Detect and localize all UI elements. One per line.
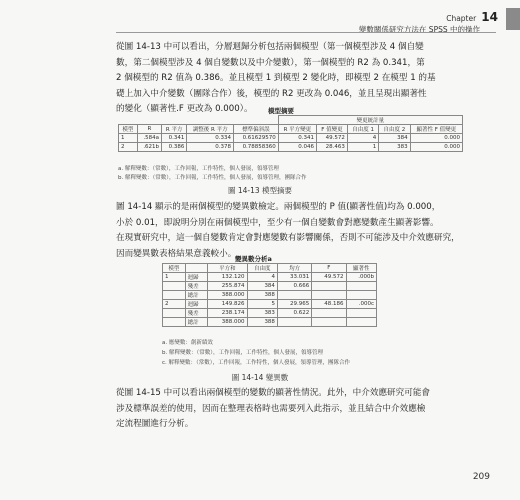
table-cell: 1 xyxy=(119,134,138,143)
col-header: F xyxy=(312,264,346,273)
paragraph-line: 的變化（顯著性.F 更改為 0.000）。 xyxy=(116,104,253,114)
table-cell: 384 xyxy=(379,134,410,143)
table-cell: 0.61629570 xyxy=(234,134,279,143)
table-cell: 0.378 xyxy=(187,143,234,152)
table-cell: 迴歸 xyxy=(185,300,208,309)
paragraph-3 xyxy=(116,386,498,433)
table-cell: 迴歸 xyxy=(185,273,208,282)
table-cell: 4 xyxy=(347,134,378,143)
table-row xyxy=(119,134,463,143)
table-cell: 388.000 xyxy=(208,291,247,300)
table-cell: 0.046 xyxy=(278,143,316,152)
table-cell: 49.572 xyxy=(316,134,347,143)
table-cell xyxy=(346,318,377,327)
chapter-label: Chapter xyxy=(446,14,477,23)
table-row xyxy=(163,318,377,327)
page-number: 209 xyxy=(472,472,490,482)
table-cell: 0.341 xyxy=(162,134,187,143)
col-header: 均方 xyxy=(277,264,311,273)
paragraph-1 xyxy=(116,40,498,118)
table2-note: c. 解釋變數：（常數），工作回報，工作特性，個人發展，領導管理，團隊合作 xyxy=(162,360,351,366)
col-header: 自由度 1 xyxy=(347,125,378,134)
paragraph-line: 涉及標準誤差的使用，因而在整理表格時也需要列入此指示，並且結合中介效應檢 xyxy=(116,403,426,414)
col-header: R 平方 xyxy=(162,125,187,134)
table-row xyxy=(163,309,377,318)
table-cell: 383 xyxy=(379,143,410,152)
table-header-row xyxy=(119,125,463,134)
table-group-header: 變更統計量 xyxy=(278,116,462,125)
table-cell xyxy=(312,291,346,300)
table-cell xyxy=(312,309,346,318)
col-header: 模型 xyxy=(163,264,186,273)
table-header-row xyxy=(163,264,377,273)
col-header: F 值變更 xyxy=(316,125,347,134)
table-cell: 2 xyxy=(163,300,186,309)
paragraph-line: 從圖 14-15 中可以看出兩個模型的變數的顯著性情況。此外，中介效應研究可能會 xyxy=(116,388,431,398)
table-cell: 48.186 xyxy=(312,300,346,309)
figure-caption: 圖 14-13 模型摘要 xyxy=(227,186,293,195)
table-cell xyxy=(163,291,186,300)
paragraph-line: 礎上加入中介變數（團隊合作）後，模型的 R2 更改為 0.046，並且呈現出顯著性 xyxy=(116,88,427,99)
table-cell: 0.334 xyxy=(187,134,234,143)
table-cell: 殘差 xyxy=(185,282,208,291)
figure-caption: 圖 14-14 變異數 xyxy=(231,373,289,382)
table-cell: 1 xyxy=(163,273,186,282)
table-cell: 5 xyxy=(247,300,277,309)
table-cell: .000c xyxy=(346,300,377,309)
paragraph-line: 在現實研究中，這一個自變數肯定會對應變數有影響關係，否則不可能涉及中介效應研究， xyxy=(116,233,460,243)
table-cell: 29.965 xyxy=(277,300,311,309)
col-header xyxy=(185,264,208,273)
col-header: 調整後 R 平方 xyxy=(187,125,234,134)
table-cell xyxy=(346,282,377,291)
table-cell xyxy=(346,291,377,300)
table-cell: 149.826 xyxy=(208,300,247,309)
table-cell: .000b xyxy=(346,273,377,282)
table-cell: 0.000 xyxy=(410,143,462,152)
table-cell: 總計 xyxy=(185,318,208,327)
table-cell: 383 xyxy=(247,309,277,318)
table-cell: 總計 xyxy=(185,291,208,300)
table-cell xyxy=(312,282,346,291)
table-cell: 238.174 xyxy=(208,309,247,318)
col-header: 模型 xyxy=(119,125,138,134)
chapter-tab-marker xyxy=(506,8,520,30)
table-cell: 0.000 xyxy=(410,134,462,143)
table-cell xyxy=(163,309,186,318)
col-header: 平方和 xyxy=(208,264,247,273)
table-row xyxy=(163,282,377,291)
table-cell xyxy=(346,309,377,318)
table1-note: b. 解釋變數：（常數），工作回報，工作特性，個人發展，領導管理，團隊合作 xyxy=(118,175,307,181)
table-cell: 388.000 xyxy=(208,318,247,327)
table-cell: 0.78858360 xyxy=(234,143,279,152)
col-header: 顯著性 xyxy=(346,264,377,273)
table-cell xyxy=(163,318,186,327)
paragraph-line: 定流程圖進行分析。 xyxy=(116,419,194,429)
paragraph-2 xyxy=(116,200,498,262)
table-row xyxy=(163,291,377,300)
paragraph-line: 圖 14-14 顯示的是兩個模型的變異數檢定。兩個模型的 P 值(顯著性值)均為 0.000， xyxy=(116,202,441,212)
table-row xyxy=(119,143,463,152)
paragraph-line: 小於 0.01，即說明分別在兩個模型中，至少有一個自變數會對應變數產生顯著影響。 xyxy=(116,217,439,228)
table-row xyxy=(163,300,377,309)
table-cell xyxy=(312,318,346,327)
table-cell: .621b xyxy=(137,143,161,152)
table1-title: 模型摘要 xyxy=(268,107,294,115)
anova-table xyxy=(162,263,377,327)
col-header: 顯著性 F 值變更 xyxy=(410,125,462,134)
table-cell: 0.666 xyxy=(277,282,311,291)
col-header: 自由度 xyxy=(247,264,277,273)
table-cell: 28.463 xyxy=(316,143,347,152)
table-cell: 2 xyxy=(119,143,138,152)
paragraph-line: 數，第二個模型涉及 4 個自變數以及中介變數），第一個模型的 R2 為 0.341，第 xyxy=(116,57,425,68)
table-cell: 0.341 xyxy=(278,134,316,143)
table-cell: 0.386 xyxy=(162,143,187,152)
table-cell: 384 xyxy=(247,282,277,291)
table-cell xyxy=(277,318,311,327)
table-cell: 33.031 xyxy=(277,273,311,282)
running-title: 變數關係研究方法在 SPSS 中的操作 xyxy=(358,25,480,34)
col-header: R xyxy=(137,125,161,134)
model-summary-table xyxy=(118,115,463,152)
table-cell: 殘差 xyxy=(185,309,208,318)
table-cell xyxy=(277,291,311,300)
table-row xyxy=(163,273,377,282)
table-header-row xyxy=(119,116,463,125)
table-cell: 132.120 xyxy=(208,273,247,282)
col-header: R 平方變更 xyxy=(278,125,316,134)
table-cell: 388 xyxy=(247,318,277,327)
paragraph-line: 從圖 14-13 中可以看出，分層迴歸分析包括兩個模型（第一個模型涉及 4 個自變 xyxy=(116,42,424,52)
table2-title: 變異數分析a xyxy=(235,255,272,263)
table1-note: a. 解釋變數：（常數），工作回報，工作特性，個人發展，領導管理 xyxy=(118,166,279,172)
table-cell xyxy=(163,282,186,291)
table-cell: 388 xyxy=(247,291,277,300)
table2-note: a. 應變數：創新績效 xyxy=(162,340,213,346)
table-cell: 4 xyxy=(247,273,277,282)
table-cell: 255.874 xyxy=(208,282,247,291)
table2-note: b. 解釋變數：（常數），工作回報，工作特性，個人發展，領導管理 xyxy=(162,350,323,356)
table-cell: 49.572 xyxy=(312,273,346,282)
col-header: 標準偏斜誤 xyxy=(234,125,279,134)
table-cell: 1 xyxy=(347,143,378,152)
chapter-number: 14 xyxy=(481,10,498,24)
table-cell: 0.622 xyxy=(277,309,311,318)
paragraph-line: 因而變異數表格結果意義較小。 xyxy=(116,248,237,259)
chapter-header xyxy=(446,6,498,25)
paragraph-line: 2 個模型的 R2 值為 0.386。並且模型 1 到模型 2 變化時，即模型 2 在模型 1 的基 xyxy=(116,73,436,83)
table-cell: .584a xyxy=(137,134,161,143)
header-rule xyxy=(116,32,496,33)
col-header: 自由度 2 xyxy=(379,125,410,134)
